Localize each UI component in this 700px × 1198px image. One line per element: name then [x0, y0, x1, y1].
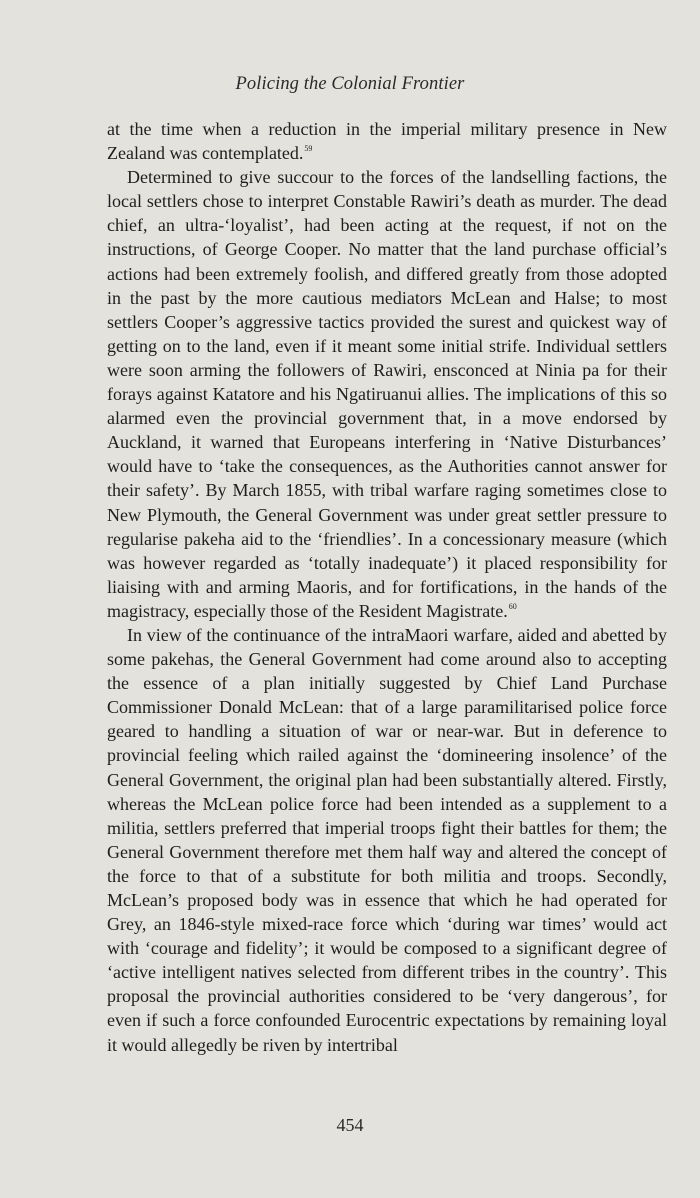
body-text — [107, 117, 667, 1057]
paragraph — [107, 623, 667, 1057]
footnote-marker: 60 — [508, 601, 517, 611]
running-head: Policing the Colonial Frontier — [235, 74, 465, 94]
paragraph-text: In view of the continuance of the intraMaori warfare, aided and abetted by some pakehas, the General Government had come around also to accepting the essence of a plan initially suggested by Chief Land Purchase Commissioner Donald McLean: that of a large paramilitarised police force geared to handling a situation of war or near-war. But in deference to provincial feeling which railed against the ‘domineering insolence’ of the General Government, the original plan had been substantially altered. Firstly, whereas the McLean police force had been intended as a supplement to a militia, settlers preferred that imperial troops fight their battles for them; the General Government therefore met them half way and altered the concept of the force to that of a substitute for both militia and troops. Secondly, McLean’s proposed body was in essence that which he had operated for Grey, an 1846-style mixed-race force which ‘during war times’ would act with ‘courage and fidelity’; it would be composed to a significant degree of ‘active intelligent natives selected from different tribes in the country’. This proposal the provincial authorities considered to be ‘very dangerous’, for even if such a force confounded Eurocentric expectations by remaining loyal it would allegedly be riven by intertribal — [107, 624, 667, 1055]
paragraph — [107, 117, 667, 165]
footnote-marker: 59 — [304, 144, 313, 154]
paragraph-text: Determined to give succour to the forces of the landselling factions, the local settlers chose to interpret Constable Rawiri’s death as murder. The dead chief, an ultra-‘loyalist’, had been acting at the request, if not on the instructions, of George Cooper. No matter that the land purchase official’s actions had been extremely foolish, and differed greatly from those adopted in the past by the more cautious mediators McLean and Halse; to most settlers Cooper’s aggressive tactics provided the surest and quickest way of getting on to the land, even if it meant some initial strife. Individual settlers were soon arming the followers of Rawiri, ensconced at Ninia pa for their forays against Katatore and his Ngatiruanui allies. The implications of this so alarmed even the provincial government that, in a move endorsed by Auckland, it warned that Europeans interfering in ‘Native Disturbances’ would have to ‘take the consequences, as the Authorities cannot answer for their safety’. By March 1855, with tribal warfare raging sometimes close to New Plymouth, the General Government was under great settler pressure to regularise pakeha aid to the ‘friendlies’. In a concessionary measure (which was however regarded as ‘totally inadequate’) it placed responsibility for liaising with and arming Maoris, and for fortifications, in the hands of the magistracy, especially those of the Resident Magistrate. — [107, 167, 667, 621]
paragraph-text: at the time when a reduction in the imperial military presence in New Zealand was contemplated. — [107, 119, 667, 164]
paragraph — [107, 165, 667, 623]
page-number: 454 — [336, 1115, 364, 1135]
